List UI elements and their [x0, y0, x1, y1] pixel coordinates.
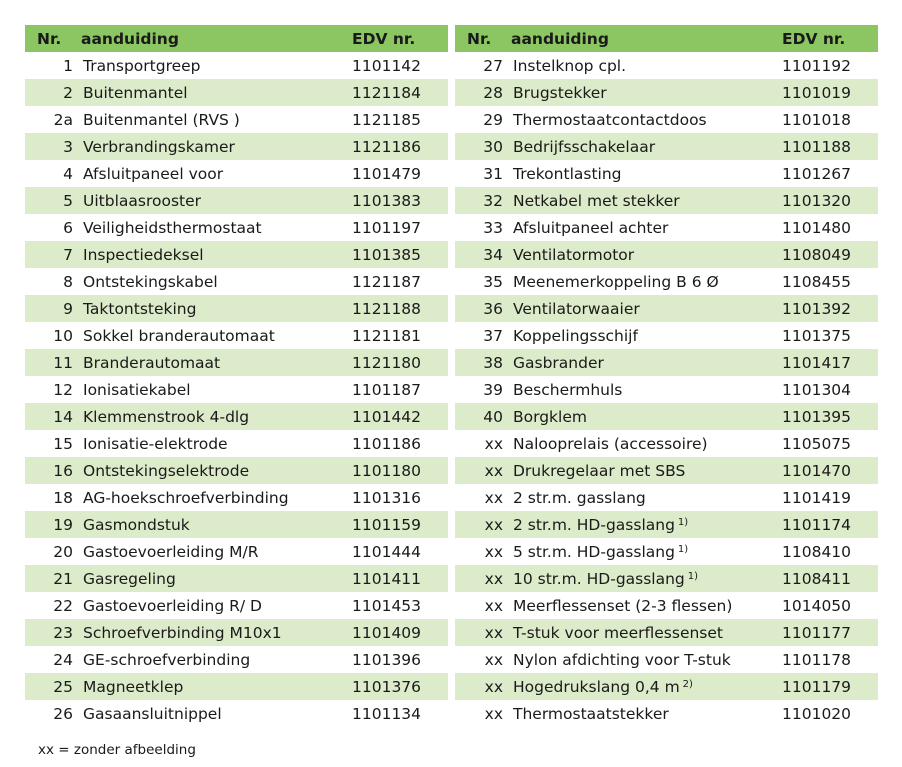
cell-aanduiding — [503, 457, 782, 484]
cell-edv-nr: 1108455 — [782, 272, 852, 291]
cell-edv-nr: 1101019 — [782, 79, 878, 106]
cell-edv-nr: 1101453 — [352, 596, 422, 615]
cell-aanduiding — [503, 268, 782, 295]
cell-nr: xx — [455, 619, 503, 646]
column-header-nr: Nr. — [455, 25, 503, 52]
cell-nr: 33 — [483, 218, 503, 237]
cell-nr: 19 — [25, 511, 73, 538]
cell-aanduiding-text: Transportgreep — [83, 56, 201, 75]
cell-aanduiding — [503, 619, 782, 646]
cell-aanduiding-text: Klemmenstrook 4-dlg — [83, 407, 250, 426]
cell-edv-nr: 1014050 — [782, 596, 852, 615]
cell-edv-nr: 1101180 — [352, 457, 448, 484]
table-header-row — [25, 25, 448, 52]
cell-aanduiding-text: Verbrandingskamer — [83, 137, 235, 156]
cell-aanduiding-text: Ontstekingskabel — [83, 272, 218, 291]
parts-table-left — [25, 25, 448, 727]
cell-edv-nr: 1101197 — [352, 218, 422, 237]
cell-aanduiding-text: Thermostaatcontactdoos — [513, 110, 707, 129]
cell-aanduiding — [73, 79, 352, 106]
cell-nr: 39 — [483, 380, 503, 399]
table-row — [455, 700, 878, 727]
cell-aanduiding — [73, 376, 352, 403]
footnote-marker: 2) — [682, 678, 693, 690]
cell-aanduiding — [503, 403, 782, 430]
cell-nr: 37 — [483, 326, 503, 345]
table-row — [455, 133, 878, 160]
parts-table-right — [455, 25, 878, 727]
cell-aanduiding-text: Ventilatormotor — [513, 245, 635, 264]
cell-edv-nr: 1101174 — [782, 511, 878, 538]
table-row — [455, 646, 878, 673]
cell-aanduiding-text: Netkabel met stekker — [513, 191, 680, 210]
cell-aanduiding — [73, 349, 352, 376]
table-row — [455, 322, 878, 349]
cell-aanduiding — [73, 673, 352, 700]
cell-edv-nr: 1101470 — [782, 457, 878, 484]
cell-aanduiding-text: Ionisatie-elektrode — [83, 434, 228, 453]
table-row — [455, 484, 878, 511]
footnote-marker: 1) — [687, 570, 699, 582]
cell-aanduiding — [503, 700, 782, 727]
cell-aanduiding — [73, 403, 352, 430]
table-row — [25, 268, 448, 295]
cell-aanduiding — [503, 295, 782, 322]
cell-aanduiding-text: Sokkel branderautomaat — [83, 326, 275, 345]
cell-aanduiding — [503, 160, 782, 187]
cell-aanduiding — [503, 484, 782, 511]
table-row — [25, 700, 448, 727]
cell-edv-nr: 1101411 — [352, 565, 448, 592]
cell-nr: 10 — [53, 326, 73, 345]
table-row — [25, 619, 448, 646]
cell-aanduiding — [503, 214, 782, 241]
table-row — [455, 187, 878, 214]
cell-nr: 22 — [53, 596, 73, 615]
cell-edv-nr: 1101142 — [352, 56, 422, 75]
cell-nr: xx — [484, 596, 503, 615]
table-row — [25, 160, 448, 187]
cell-edv-nr: 1101177 — [782, 619, 878, 646]
cell-edv-nr: 1101186 — [352, 434, 422, 453]
cell-aanduiding-text: Koppelingsschijf — [513, 326, 638, 345]
cell-edv-nr: 1108411 — [782, 565, 878, 592]
table-row — [25, 592, 448, 619]
cell-nr: 9 — [25, 295, 73, 322]
table-row — [455, 268, 878, 295]
footnote-marker: 1) — [677, 543, 689, 555]
cell-aanduiding — [503, 187, 782, 214]
table-row — [455, 214, 878, 241]
cell-aanduiding — [73, 484, 352, 511]
cell-edv-nr: 1101395 — [782, 403, 878, 430]
cell-nr: 28 — [455, 79, 503, 106]
cell-nr: xx — [455, 673, 503, 700]
cell-aanduiding-text: Meenemerkoppeling B 6 Ø — [513, 272, 719, 291]
footnote: xx = zonder afbeelding — [38, 742, 196, 758]
cell-aanduiding-text: Gasbrander — [513, 353, 604, 372]
table-header-row — [455, 25, 878, 52]
table-row — [455, 538, 878, 565]
cell-nr: 34 — [455, 241, 503, 268]
cell-edv-nr: 1101134 — [352, 704, 422, 723]
table-row — [25, 538, 448, 565]
cell-aanduiding — [503, 106, 782, 133]
cell-aanduiding — [503, 322, 782, 349]
cell-nr: 30 — [455, 133, 503, 160]
cell-aanduiding-text: Inspectiedeksel — [83, 245, 204, 264]
cell-edv-nr: 1101383 — [352, 187, 448, 214]
cell-aanduiding-text: 10 str.m. HD-gasslang — [513, 569, 685, 588]
cell-edv-nr: 1101419 — [782, 488, 852, 507]
table-row — [25, 457, 448, 484]
cell-aanduiding — [73, 322, 352, 349]
table-row — [455, 403, 878, 430]
table-row — [25, 376, 448, 403]
cell-aanduiding — [73, 187, 352, 214]
column-header-aanduiding: aanduiding — [503, 25, 782, 52]
cell-edv-nr: 1108049 — [782, 241, 878, 268]
cell-edv-nr: 1101396 — [352, 650, 422, 669]
table-row — [25, 565, 448, 592]
table-row — [455, 592, 878, 619]
cell-aanduiding — [73, 268, 352, 295]
cell-nr: 36 — [455, 295, 503, 322]
cell-nr: 15 — [53, 434, 73, 453]
cell-nr: xx — [484, 650, 503, 669]
cell-nr: xx — [455, 565, 503, 592]
cell-aanduiding-text: Ontstekingselektrode — [83, 461, 250, 480]
table-row — [25, 106, 448, 133]
cell-aanduiding — [73, 241, 352, 268]
table-row — [25, 349, 448, 376]
cell-nr: 27 — [483, 56, 503, 75]
cell-aanduiding-text: Brugstekker — [513, 83, 607, 102]
cell-aanduiding-text: Nalooprelais (accessoire) — [513, 434, 708, 453]
table-row — [25, 52, 448, 79]
cell-nr: 21 — [25, 565, 73, 592]
cell-aanduiding-text: Bedrijfsschakelaar — [513, 137, 656, 156]
cell-edv-nr: 1121185 — [352, 110, 422, 129]
cell-nr: 7 — [25, 241, 73, 268]
cell-nr: 4 — [63, 164, 73, 183]
table-row — [455, 619, 878, 646]
cell-nr: 2a — [53, 110, 73, 129]
cell-edv-nr: 1101159 — [352, 511, 448, 538]
cell-nr: 14 — [25, 403, 73, 430]
cell-aanduiding-text: Gastoevoerleiding R/ D — [83, 596, 262, 615]
cell-edv-nr: 1101320 — [782, 187, 878, 214]
table-row — [25, 214, 448, 241]
cell-nr: 24 — [53, 650, 73, 669]
cell-aanduiding-text: Buitenmantel (RVS ) — [83, 110, 240, 129]
table-row — [455, 79, 878, 106]
cell-nr: 6 — [63, 218, 73, 237]
cell-nr: 40 — [455, 403, 503, 430]
cell-aanduiding — [73, 52, 352, 79]
cell-edv-nr: 1101479 — [352, 164, 422, 183]
cell-aanduiding-text: Veiligheidsthermostaat — [83, 218, 262, 237]
table-row — [25, 133, 448, 160]
cell-aanduiding-text: Magneetklep — [83, 677, 184, 696]
cell-aanduiding — [73, 592, 352, 619]
table-row — [25, 646, 448, 673]
cell-edv-nr: 1121181 — [352, 326, 422, 345]
cell-aanduiding-text: AG-hoekschroefverbinding — [83, 488, 289, 507]
cell-aanduiding-text: 5 str.m. HD-gasslang — [513, 542, 675, 561]
cell-aanduiding — [73, 133, 352, 160]
table-row — [25, 241, 448, 268]
cell-nr: 20 — [53, 542, 73, 561]
cell-edv-nr: 1101392 — [782, 295, 878, 322]
table-row — [455, 673, 878, 700]
cell-aanduiding — [73, 511, 352, 538]
cell-aanduiding — [73, 565, 352, 592]
cell-aanduiding-text: Beschermhuls — [513, 380, 623, 399]
cell-nr: 26 — [53, 704, 73, 723]
cell-nr: 25 — [25, 673, 73, 700]
cell-aanduiding-text: T-stuk voor meerflessenset — [513, 623, 723, 642]
cell-aanduiding-text: 2 str.m. gasslang — [513, 488, 646, 507]
cell-aanduiding — [73, 214, 352, 241]
cell-edv-nr: 1101385 — [352, 241, 448, 268]
cell-nr: 2 — [25, 79, 73, 106]
cell-aanduiding-text: Afsluitpaneel achter — [513, 218, 669, 237]
cell-aanduiding — [73, 619, 352, 646]
table-row — [25, 430, 448, 457]
cell-aanduiding-text: Branderautomaat — [83, 353, 221, 372]
table-row — [455, 457, 878, 484]
cell-edv-nr: 1101179 — [782, 673, 878, 700]
cell-nr: 3 — [25, 133, 73, 160]
cell-aanduiding-text: Trekontlasting — [513, 164, 622, 183]
table-row — [455, 349, 878, 376]
column-header-aanduiding: aanduiding — [73, 25, 352, 52]
cell-aanduiding — [503, 349, 782, 376]
cell-aanduiding — [73, 646, 352, 673]
column-header-edv: EDV nr. — [352, 25, 448, 52]
cell-aanduiding-text: Ionisatiekabel — [83, 380, 191, 399]
cell-edv-nr: 1101192 — [782, 56, 852, 75]
table-row — [25, 187, 448, 214]
cell-aanduiding-text: Ventilatorwaaier — [513, 299, 640, 318]
cell-nr: 16 — [25, 457, 73, 484]
cell-nr: xx — [484, 488, 503, 507]
cell-aanduiding — [503, 133, 782, 160]
cell-nr: 8 — [63, 272, 73, 291]
cell-aanduiding-text: Thermostaatstekker — [513, 704, 669, 723]
cell-aanduiding-text: Uitblaasrooster — [83, 191, 202, 210]
cell-aanduiding-text: Schroefverbinding M10x1 — [83, 623, 282, 642]
table-row — [455, 376, 878, 403]
cell-edv-nr: 1121186 — [352, 133, 448, 160]
table-row — [455, 52, 878, 79]
cell-aanduiding-text: Borgklem — [513, 407, 587, 426]
cell-edv-nr: 1101178 — [782, 650, 852, 669]
cell-aanduiding — [73, 160, 352, 187]
table-row — [455, 295, 878, 322]
table-row — [455, 160, 878, 187]
table-row — [25, 322, 448, 349]
cell-aanduiding-text: Gasmondstuk — [83, 515, 190, 534]
cell-aanduiding — [503, 646, 782, 673]
cell-aanduiding-text: GE-schroefverbinding — [83, 650, 251, 669]
cell-aanduiding-text: Gastoevoerleiding M/R — [83, 542, 259, 561]
cell-edv-nr: 1101187 — [352, 380, 422, 399]
cell-nr: 1 — [63, 56, 73, 75]
cell-aanduiding-text: Nylon afdichting voor T-stuk — [513, 650, 731, 669]
cell-aanduiding-text: Afsluitpaneel voor — [83, 164, 224, 183]
cell-nr: 32 — [455, 187, 503, 214]
cell-aanduiding-text: Gasregeling — [83, 569, 176, 588]
table-row — [25, 511, 448, 538]
cell-nr: 29 — [483, 110, 503, 129]
cell-edv-nr: 1101480 — [782, 218, 852, 237]
footnote-marker: 1) — [677, 516, 689, 528]
cell-edv-nr: 1101020 — [782, 704, 852, 723]
table-row — [455, 430, 878, 457]
cell-aanduiding-text: Gasaansluitnippel — [83, 704, 222, 723]
cell-nr: xx — [484, 704, 503, 723]
cell-nr: 5 — [25, 187, 73, 214]
cell-aanduiding — [503, 592, 782, 619]
cell-nr: xx — [455, 457, 503, 484]
cell-aanduiding — [73, 538, 352, 565]
cell-aanduiding — [73, 700, 352, 727]
cell-nr: 11 — [25, 349, 73, 376]
cell-edv-nr: 1105075 — [782, 434, 852, 453]
cell-aanduiding — [73, 457, 352, 484]
cell-nr: xx — [455, 511, 503, 538]
table-row — [25, 673, 448, 700]
column-header-nr: Nr. — [25, 25, 73, 52]
table-row — [25, 79, 448, 106]
cell-edv-nr: 1101375 — [782, 326, 852, 345]
cell-edv-nr: 1121180 — [352, 349, 448, 376]
cell-nr: 31 — [483, 164, 503, 183]
cell-edv-nr: 1101316 — [352, 488, 422, 507]
cell-edv-nr: 1101442 — [352, 403, 448, 430]
cell-nr: 18 — [53, 488, 73, 507]
cell-edv-nr: 1101018 — [782, 110, 852, 129]
cell-edv-nr: 1101409 — [352, 619, 448, 646]
table-row — [455, 106, 878, 133]
cell-edv-nr: 1121184 — [352, 79, 448, 106]
cell-edv-nr: 1101188 — [782, 133, 878, 160]
cell-nr: 23 — [25, 619, 73, 646]
table-row — [455, 565, 878, 592]
cell-nr: 35 — [483, 272, 503, 291]
cell-aanduiding — [73, 106, 352, 133]
cell-edv-nr: 1101267 — [782, 164, 852, 183]
cell-edv-nr: 1108410 — [782, 542, 852, 561]
cell-nr: 38 — [455, 349, 503, 376]
cell-nr: xx — [484, 542, 503, 561]
cell-aanduiding-text: Hogedrukslang 0,4 m — [513, 677, 680, 696]
table-row — [25, 295, 448, 322]
cell-edv-nr: 1101417 — [782, 349, 878, 376]
cell-aanduiding — [503, 52, 782, 79]
column-header-edv: EDV nr. — [782, 25, 878, 52]
cell-aanduiding — [503, 376, 782, 403]
table-row — [25, 484, 448, 511]
cell-aanduiding-text: 2 str.m. HD-gasslang — [513, 515, 675, 534]
table-row — [455, 511, 878, 538]
cell-edv-nr: 1101304 — [782, 380, 852, 399]
cell-aanduiding — [503, 538, 782, 565]
cell-aanduiding — [503, 241, 782, 268]
cell-aanduiding-text: Instelknop cpl. — [513, 56, 627, 75]
cell-aanduiding — [503, 511, 782, 538]
cell-aanduiding-text: Taktontsteking — [83, 299, 197, 318]
cell-aanduiding — [73, 430, 352, 457]
cell-edv-nr: 1101444 — [352, 542, 422, 561]
cell-edv-nr: 1121188 — [352, 295, 448, 322]
cell-aanduiding — [73, 295, 352, 322]
cell-aanduiding — [503, 430, 782, 457]
cell-aanduiding-text: Drukregelaar met SBS — [513, 461, 686, 480]
cell-aanduiding-text: Meerflessenset (2-3 flessen) — [513, 596, 733, 615]
cell-edv-nr: 1101376 — [352, 673, 448, 700]
cell-aanduiding-text: Buitenmantel — [83, 83, 188, 102]
table-row — [455, 241, 878, 268]
cell-edv-nr: 1121187 — [352, 272, 422, 291]
cell-aanduiding — [503, 673, 782, 700]
cell-nr: xx — [484, 434, 503, 453]
table-row — [25, 403, 448, 430]
cell-aanduiding — [503, 79, 782, 106]
cell-aanduiding — [503, 565, 782, 592]
cell-nr: 12 — [53, 380, 73, 399]
